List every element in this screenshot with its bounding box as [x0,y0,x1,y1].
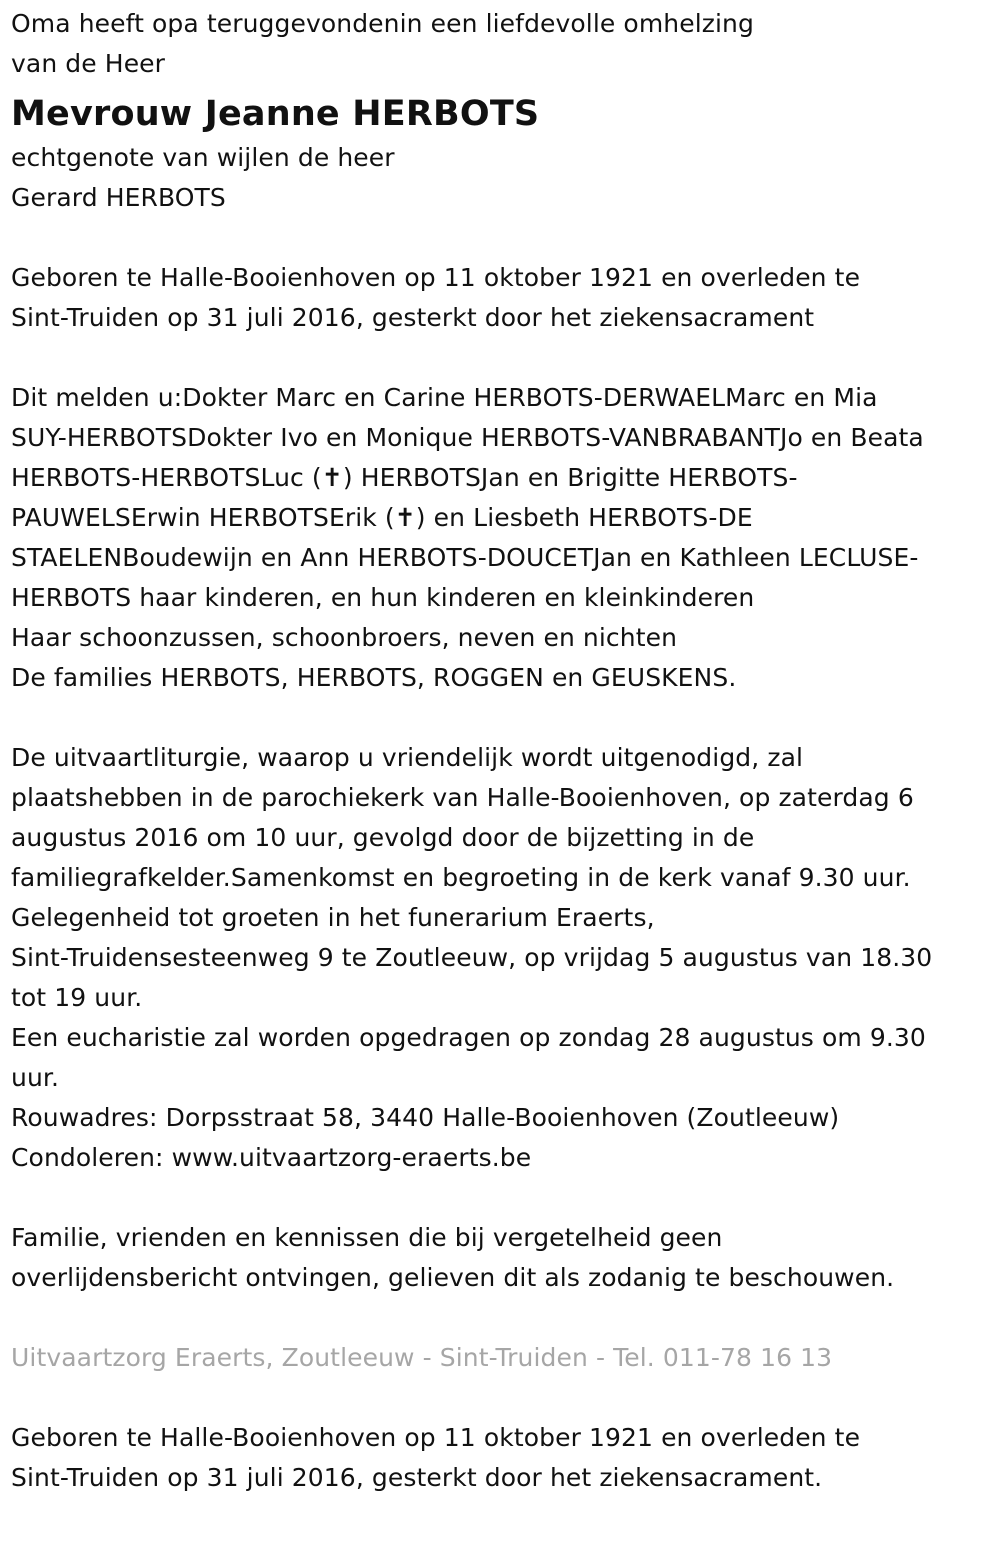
announcer-line: SUY-HERBOTSDokter Ivo en Monique HERBOTS-VANBRABANTJo en Beata [11,423,924,452]
funeral-line: Een eucharistie zal worden opgedragen op zondag 28 augustus om 9.30 [11,1023,926,1052]
spacer [11,698,988,738]
funeral-line: Sint-Truidensesteenweg 9 te Zoutleeuw, op vrijdag 5 augustus van 18.30 [11,943,933,972]
birth-death-line: Sint-Truiden op 31 juli 2016, gesterkt door het ziekensacrament. [11,1463,823,1492]
announcer-line: PAUWELSErwin HERBOTSErik (✝) en Liesbeth HERBOTS-DE [11,503,753,532]
deceased-relation [11,138,988,218]
birth-death-line: Geboren te Halle-Booienhoven op 11 oktober 1921 en overleden te [11,263,861,292]
funeral-line: Gelegenheid tot groeten in het funerarium Eraerts, [11,903,655,932]
announcer-line: HERBOTS haar kinderen, en hun kinderen en kleinkinderen [11,583,755,612]
spacer [11,218,988,258]
spacer [11,1378,988,1418]
notice-line: overlijdensbericht ontvingen, gelieven dit als zodanig te beschouwen. [11,1263,895,1292]
spacer [11,338,988,378]
relation-line: Gerard HERBOTS [11,183,226,212]
notice-line: Familie, vrienden en kennissen die bij vergetelheid geen [11,1223,723,1252]
announcers-block [11,378,988,698]
relation-line: echtgenote van wijlen de heer [11,143,395,172]
notice-block [11,1218,988,1298]
funeral-line: familiegrafkelder.Samenkomst en begroeting in de kerk vanaf 9.30 uur. [11,863,911,892]
announcer-line: STAELENBoudewijn en Ann HERBOTS-DOUCETJan en Kathleen LECLUSE- [11,543,919,572]
undertaker-info: Uitvaartzorg Eraerts, Zoutleeuw - Sint-Truiden - Tel. 011-78 16 13 [11,1343,833,1372]
spacer [11,1178,988,1218]
funeral-line: De uitvaartliturgie, waarop u vriendelijk wordt uitgenodigd, zal [11,743,804,772]
intro-line: Oma heeft opa teruggevondenin een liefdevolle omhelzing [11,9,754,38]
birth-death-repeat-block [11,1418,988,1498]
funeral-line: tot 19 uur. [11,983,143,1012]
funeral-line: augustus 2016 om 10 uur, gevolgd door de bijzetting in de [11,823,755,852]
funeral-block [11,738,988,1178]
deceased-name: Mevrouw Jeanne HERBOTS [11,94,540,134]
funeral-line: plaatshebben in de parochiekerk van Halle-Booienhoven, op zaterdag 6 [11,783,914,812]
funeral-line: uur. [11,1063,60,1092]
birth-death-line: Sint-Truiden op 31 juli 2016, gesterkt door het ziekensacrament [11,303,815,332]
intro-line: van de Heer [11,49,166,78]
announcer-line: De families HERBOTS, HERBOTS, ROGGEN en GEUSKENS. [11,663,737,692]
announcer-line: HERBOTS-HERBOTSLuc (✝) HERBOTSJan en Brigitte HERBOTS- [11,463,798,492]
birth-death-line: Geboren te Halle-Booienhoven op 11 oktober 1921 en overleden te [11,1423,861,1452]
announcer-line: Dit melden u:Dokter Marc en Carine HERBOTS-DERWAELMarc en Mia [11,383,878,412]
condolence-link[interactable]: Condoleren: www.uitvaartzorg-eraerts.be [11,1143,532,1172]
mourning-address: Rouwadres: Dorpsstraat 58, 3440 Halle-Booienhoven (Zoutleeuw) [11,1103,840,1132]
intro-text [11,4,988,84]
spacer [11,1298,988,1338]
birth-death-block [11,258,988,338]
announcer-line: Haar schoonzussen, schoonbroers, neven en nichten [11,623,678,652]
